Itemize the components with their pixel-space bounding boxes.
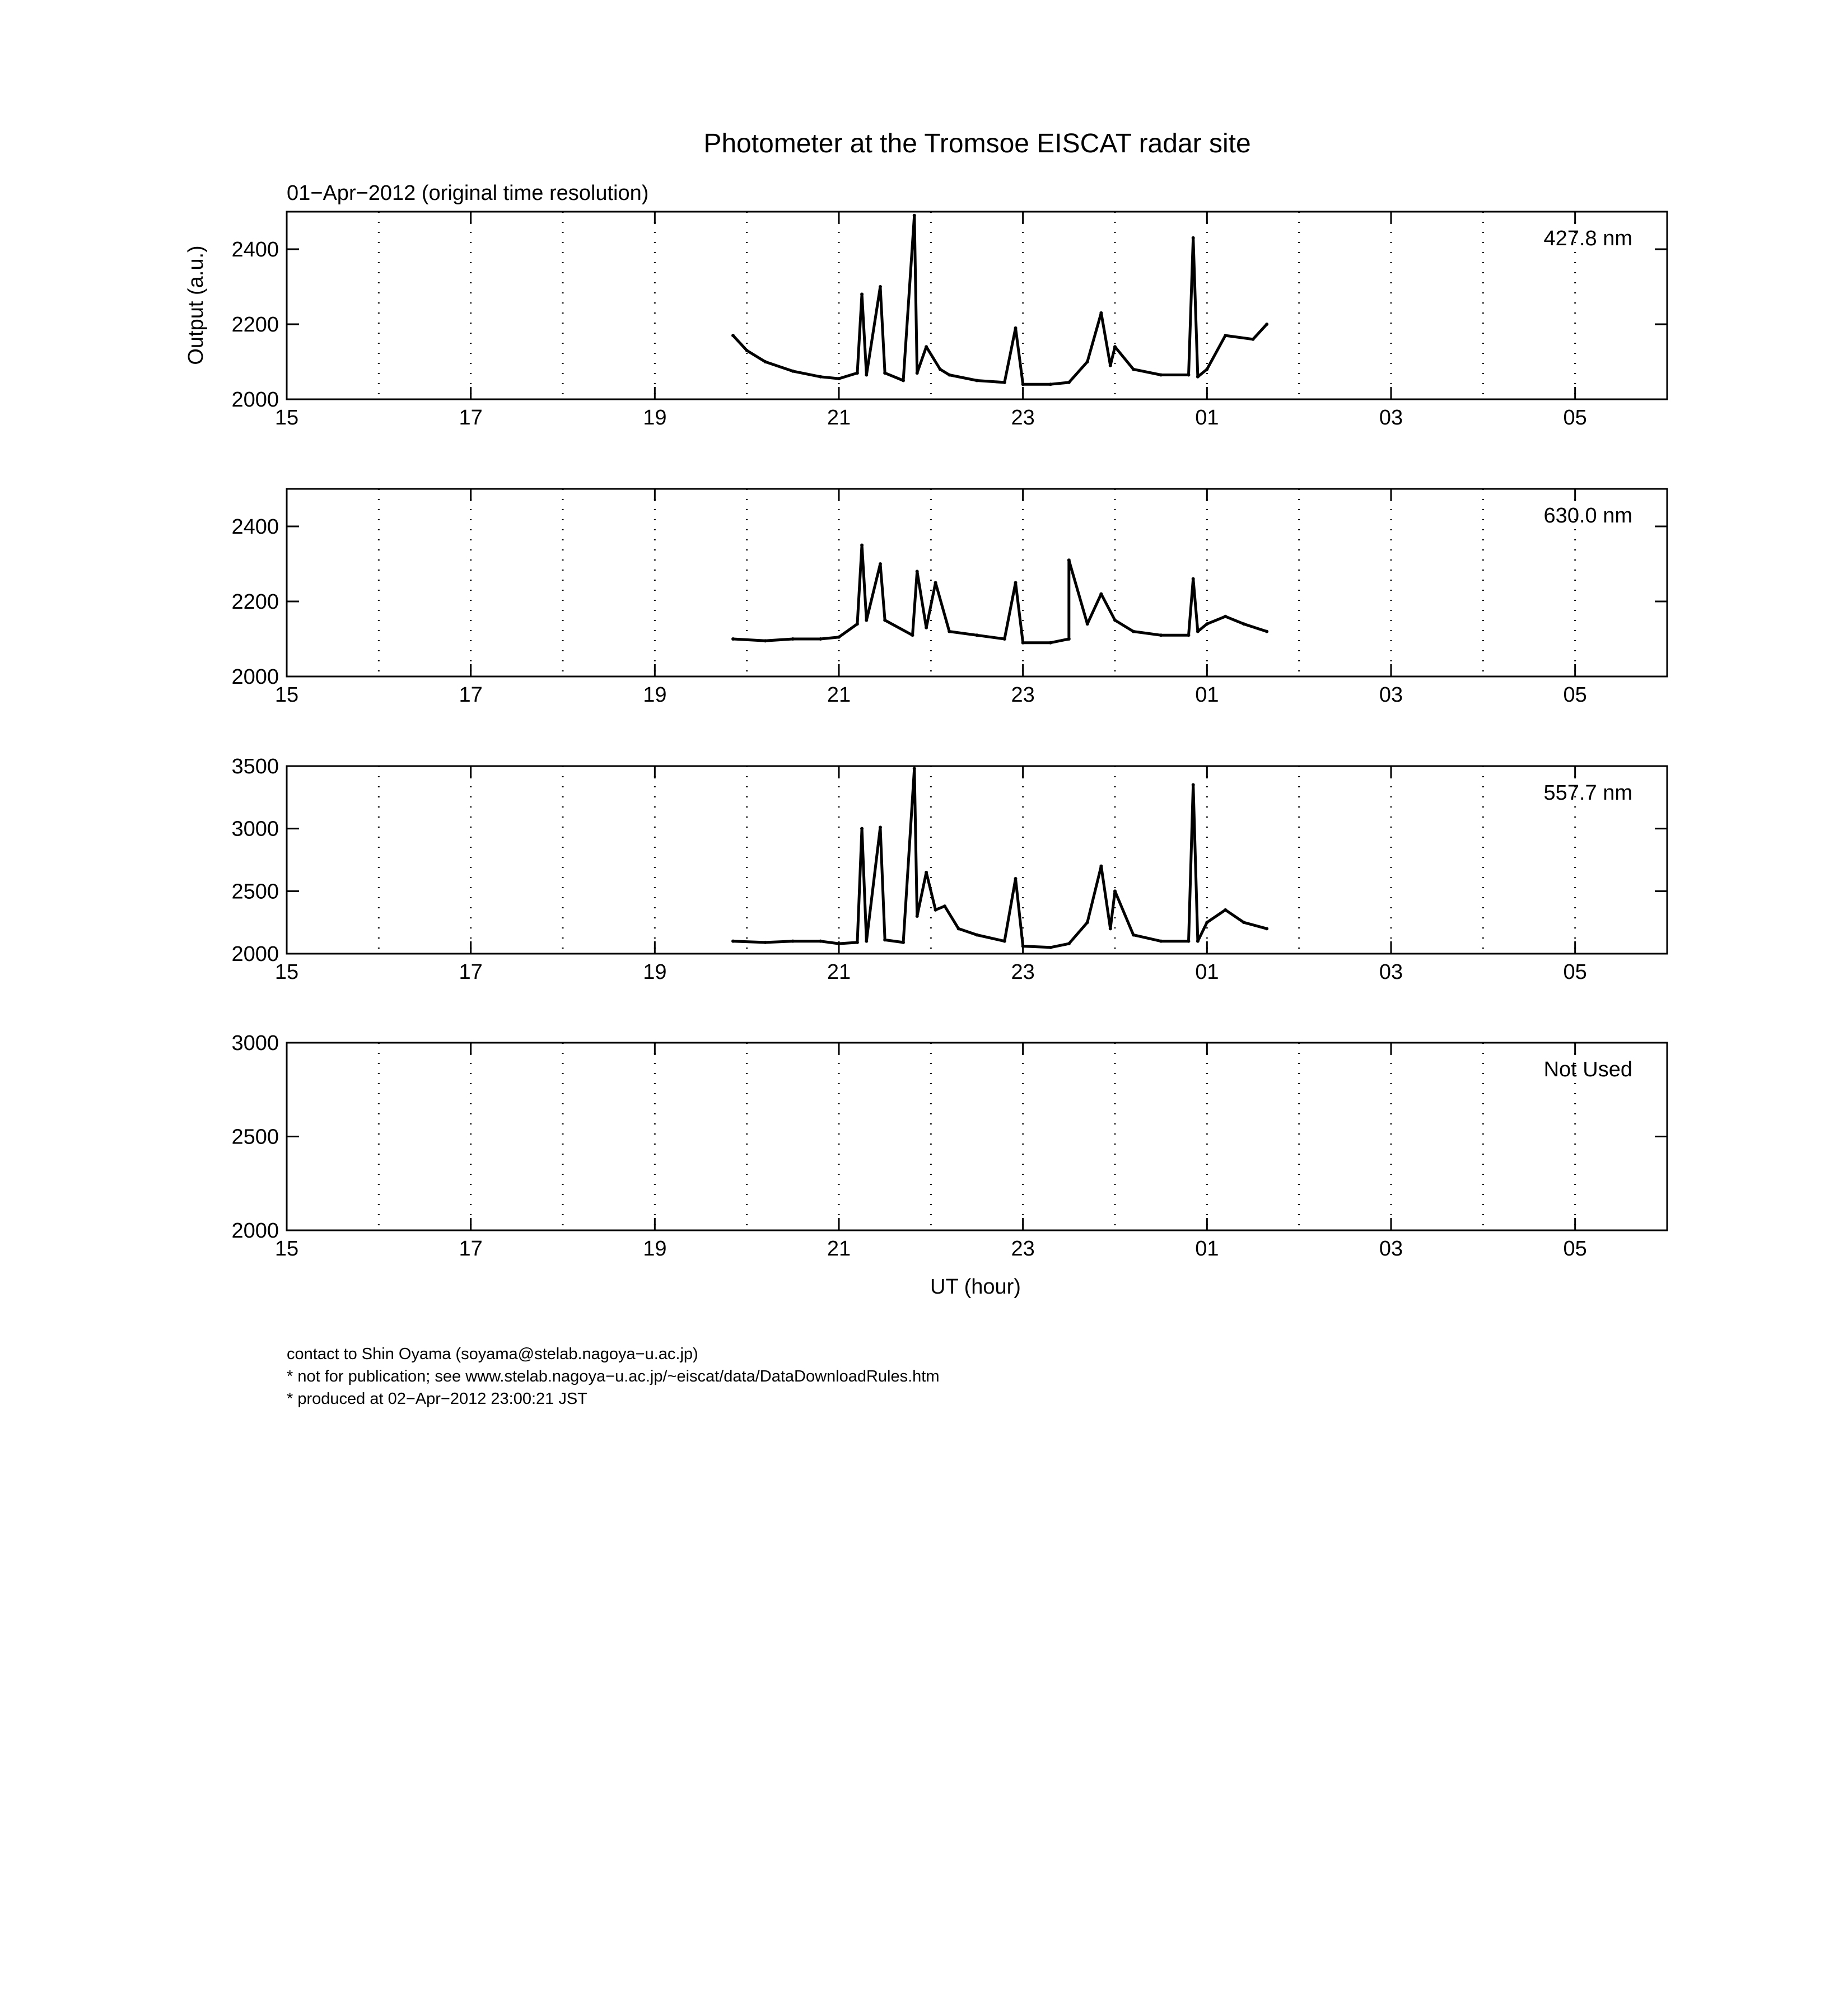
data-point xyxy=(837,942,841,945)
x-tick-label: 05 xyxy=(1563,406,1587,430)
data-point xyxy=(1086,622,1089,626)
data-point xyxy=(1067,942,1071,945)
data-point xyxy=(865,373,868,376)
series-line xyxy=(733,769,1267,948)
data-point xyxy=(819,637,822,641)
y-tick-label: 2000 xyxy=(231,1219,279,1243)
y-tick-label: 2400 xyxy=(231,515,279,539)
panel-label: Not Used xyxy=(1543,1058,1632,1081)
data-point xyxy=(1192,783,1195,787)
data-point xyxy=(764,360,767,363)
data-point xyxy=(925,871,928,874)
data-point xyxy=(1109,364,1112,367)
x-tick-label: 19 xyxy=(643,683,667,707)
data-point xyxy=(1086,921,1089,924)
data-point xyxy=(1099,592,1103,596)
data-point xyxy=(1187,373,1190,376)
data-point xyxy=(939,367,942,371)
data-point xyxy=(879,825,882,829)
data-point xyxy=(976,934,979,937)
data-point xyxy=(879,285,882,288)
data-point xyxy=(1003,940,1006,943)
data-point xyxy=(865,940,868,943)
x-tick-label: 21 xyxy=(827,1237,851,1261)
y-tick-label: 2200 xyxy=(231,313,279,337)
data-point xyxy=(856,371,859,375)
y-tick-label: 2000 xyxy=(231,942,279,966)
data-point xyxy=(1132,630,1135,633)
data-point xyxy=(1196,375,1200,379)
data-point xyxy=(948,630,951,633)
y-tick-label: 2000 xyxy=(231,388,279,412)
x-tick-label: 19 xyxy=(643,960,667,984)
series-line xyxy=(733,545,1267,643)
data-point xyxy=(860,292,864,296)
data-point xyxy=(1099,311,1103,315)
panel-label: 630.0 nm xyxy=(1543,504,1632,528)
data-point xyxy=(1187,940,1190,943)
data-point xyxy=(819,375,822,379)
data-point xyxy=(1003,637,1006,641)
panel-label: 557.7 nm xyxy=(1543,781,1632,805)
data-point xyxy=(764,639,767,642)
panel-1 xyxy=(231,212,1667,430)
x-tick-label: 15 xyxy=(274,1237,299,1261)
x-tick-label: 01 xyxy=(1195,683,1219,707)
data-point xyxy=(1049,946,1052,949)
data-point xyxy=(791,637,795,641)
data-point xyxy=(1242,622,1245,626)
data-point xyxy=(916,371,919,375)
x-tick-label: 23 xyxy=(1011,406,1035,430)
panel-frame xyxy=(287,489,1667,676)
data-point xyxy=(1003,381,1006,384)
x-tick-label: 21 xyxy=(827,406,851,430)
data-point xyxy=(856,622,859,626)
data-point xyxy=(1224,615,1227,618)
data-point xyxy=(1205,622,1208,626)
data-point xyxy=(856,941,859,944)
x-tick-label: 23 xyxy=(1011,1237,1035,1261)
data-point xyxy=(976,379,979,382)
data-point xyxy=(1099,865,1103,868)
data-point xyxy=(916,914,919,918)
chart-subtitle: 01−Apr−2012 (original time resolution) xyxy=(287,181,649,205)
data-point xyxy=(913,214,916,217)
data-point xyxy=(1132,367,1135,371)
data-point xyxy=(731,940,735,943)
y-tick-label: 2200 xyxy=(231,590,279,614)
x-axis-label: UT (hour) xyxy=(930,1275,1021,1299)
data-point xyxy=(1224,908,1227,912)
x-tick-label: 01 xyxy=(1195,960,1219,984)
series-line xyxy=(733,216,1267,385)
data-point xyxy=(1265,927,1268,930)
data-point xyxy=(1187,633,1190,637)
data-point xyxy=(976,633,979,637)
data-point xyxy=(1021,945,1025,948)
data-point xyxy=(791,370,795,373)
x-tick-label: 03 xyxy=(1379,1237,1403,1261)
data-point xyxy=(764,941,767,944)
data-point xyxy=(1196,630,1200,633)
x-tick-label: 15 xyxy=(274,683,299,707)
data-point xyxy=(1113,345,1117,348)
x-tick-label: 03 xyxy=(1379,960,1403,984)
data-point xyxy=(1159,633,1163,637)
footer-notes xyxy=(287,1343,940,1410)
x-tick-label: 01 xyxy=(1195,1237,1219,1261)
data-point xyxy=(1132,934,1135,937)
y-tick-label: 3000 xyxy=(231,817,279,841)
data-point xyxy=(1113,889,1117,893)
data-point xyxy=(1021,382,1025,386)
data-point xyxy=(1014,326,1018,330)
data-point xyxy=(1224,334,1227,337)
data-point xyxy=(837,377,841,380)
panel-2 xyxy=(231,489,1667,707)
footer-publication-note: * not for publication; see www.stelab.nagoya−u.ac.jp/~eiscat/data/DataDownloadRules.htm xyxy=(287,1368,940,1385)
panel-3 xyxy=(231,755,1667,984)
data-point xyxy=(1265,630,1268,633)
data-point xyxy=(860,827,864,830)
data-point xyxy=(948,373,951,376)
data-point xyxy=(731,334,735,337)
data-point xyxy=(1067,381,1071,384)
data-point xyxy=(911,633,914,637)
data-point xyxy=(1086,360,1089,363)
data-point xyxy=(883,371,886,375)
panel-4 xyxy=(231,1032,1667,1261)
x-tick-label: 17 xyxy=(459,683,483,707)
data-point xyxy=(1109,927,1112,930)
data-point xyxy=(745,349,749,352)
data-point xyxy=(883,619,886,622)
x-tick-label: 03 xyxy=(1379,406,1403,430)
footer-produced-time: * produced at 02−Apr−2012 23:00:21 JST xyxy=(287,1390,587,1408)
data-point xyxy=(791,940,795,943)
data-point xyxy=(1192,577,1195,581)
panel-frame xyxy=(287,766,1667,954)
panel-label: 427.8 nm xyxy=(1543,227,1632,250)
x-tick-label: 15 xyxy=(274,406,299,430)
data-point xyxy=(860,544,864,547)
data-point xyxy=(934,908,937,912)
data-point xyxy=(883,938,886,941)
y-axis-label: Output (a.u.) xyxy=(184,245,208,365)
chart-title: Photometer at the Tromsoe EISCAT radar site xyxy=(703,129,1251,158)
y-tick-label: 2000 xyxy=(231,665,279,689)
panel-frame xyxy=(287,212,1667,399)
data-point xyxy=(865,619,868,622)
y-tick-label: 2500 xyxy=(231,880,279,904)
data-point xyxy=(1067,637,1071,641)
data-point xyxy=(1205,921,1208,924)
panels-group xyxy=(231,212,1667,1261)
x-tick-label: 21 xyxy=(827,683,851,707)
x-tick-label: 05 xyxy=(1563,960,1587,984)
y-tick-label: 3000 xyxy=(231,1032,279,1055)
x-tick-label: 15 xyxy=(274,960,299,984)
data-point xyxy=(837,636,841,639)
data-point xyxy=(1014,581,1018,585)
data-point xyxy=(1196,940,1200,943)
data-point xyxy=(1113,619,1117,622)
data-point xyxy=(731,637,735,641)
data-point xyxy=(1049,641,1052,645)
data-point xyxy=(916,570,919,573)
data-point xyxy=(819,940,822,943)
data-point xyxy=(1242,921,1245,924)
x-tick-label: 23 xyxy=(1011,960,1035,984)
x-tick-label: 17 xyxy=(459,960,483,984)
data-point xyxy=(1021,641,1025,645)
data-point xyxy=(1159,373,1163,376)
y-tick-label: 3500 xyxy=(231,755,279,778)
x-tick-label: 17 xyxy=(459,406,483,430)
x-tick-label: 03 xyxy=(1379,683,1403,707)
x-tick-label: 05 xyxy=(1563,683,1587,707)
data-point xyxy=(1159,940,1163,943)
data-point xyxy=(1049,382,1052,386)
x-tick-label: 19 xyxy=(643,406,667,430)
x-tick-label: 21 xyxy=(827,960,851,984)
x-tick-label: 23 xyxy=(1011,683,1035,707)
x-tick-label: 01 xyxy=(1195,406,1219,430)
data-point xyxy=(943,904,946,908)
x-tick-label: 19 xyxy=(643,1237,667,1261)
data-point xyxy=(934,581,937,585)
data-point xyxy=(1265,323,1268,326)
x-tick-label: 05 xyxy=(1563,1237,1587,1261)
footer-contact: contact to Shin Oyama (soyama@stelab.nagoya−u.ac.jp) xyxy=(287,1345,698,1363)
data-point xyxy=(1192,236,1195,240)
y-tick-label: 2400 xyxy=(231,238,279,262)
x-tick-label: 17 xyxy=(459,1237,483,1261)
data-point xyxy=(1252,338,1255,341)
data-point xyxy=(902,941,905,944)
y-tick-label: 2500 xyxy=(231,1125,279,1149)
panel-frame xyxy=(287,1043,1667,1230)
data-point xyxy=(902,379,905,382)
data-point xyxy=(879,562,882,566)
data-point xyxy=(925,345,928,348)
data-point xyxy=(1067,558,1071,562)
data-point xyxy=(957,927,960,930)
data-point xyxy=(1205,367,1208,371)
data-point xyxy=(925,626,928,629)
data-point xyxy=(1014,877,1018,880)
data-point xyxy=(913,767,916,770)
